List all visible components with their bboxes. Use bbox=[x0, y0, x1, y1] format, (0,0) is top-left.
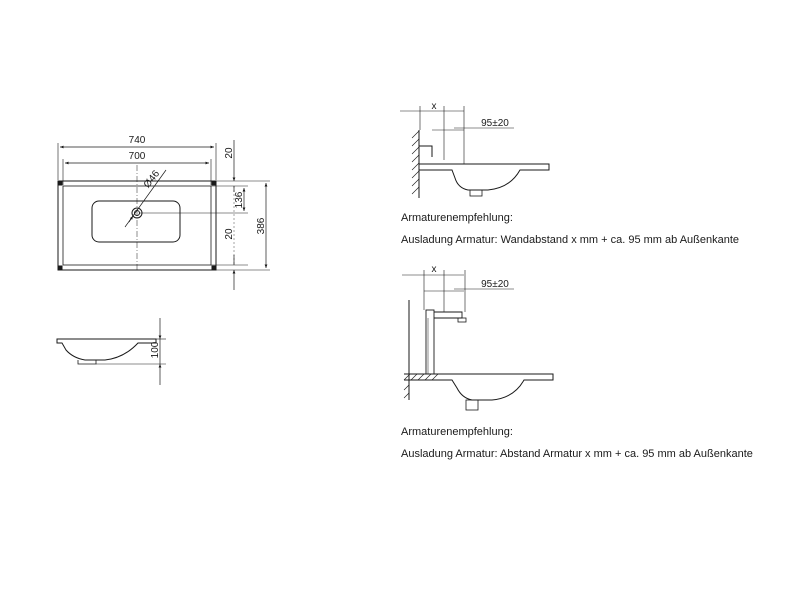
wall-recommendation-title: Armaturenempfehlung: bbox=[401, 212, 513, 224]
bottom-margin-label: 20 bbox=[224, 228, 235, 240]
basin-bowl bbox=[92, 201, 180, 242]
basin-side-profile bbox=[57, 339, 156, 360]
depth-label: 386 bbox=[256, 217, 267, 235]
wall-basin bbox=[419, 164, 549, 190]
top-view bbox=[58, 140, 270, 290]
top-view-labels bbox=[129, 135, 267, 240]
deck-mount-section bbox=[402, 270, 553, 410]
wall-mount-section bbox=[400, 106, 549, 198]
deck-recommendation-text: Ausladung Armatur: Abstand Armatur x mm + ca. 95 mm ab Außenkante bbox=[401, 448, 753, 460]
wall-x-label: x bbox=[431, 101, 437, 112]
deck-x-label: x bbox=[431, 264, 437, 275]
drain-offset-label: 136 bbox=[234, 191, 245, 209]
wall-recommendation-text: Ausladung Armatur: Wandabstand x mm + ca. 95 mm ab Außenkante bbox=[401, 234, 740, 246]
deck-basin bbox=[404, 374, 553, 400]
wall-tap bbox=[419, 146, 432, 157]
hole-diameter-label: Ø46 bbox=[141, 168, 163, 191]
deck-offset-label: 95±20 bbox=[481, 279, 509, 290]
outer-width-label: 740 bbox=[128, 135, 146, 146]
deck-recommendation-title: Armaturenempfehlung: bbox=[401, 426, 513, 438]
height-label: 100 bbox=[150, 341, 161, 359]
deck-tap bbox=[426, 310, 434, 374]
top-margin-label: 20 bbox=[224, 147, 235, 159]
wall-offset-label: 95±20 bbox=[481, 118, 509, 129]
inner-width-label: 700 bbox=[128, 151, 146, 162]
